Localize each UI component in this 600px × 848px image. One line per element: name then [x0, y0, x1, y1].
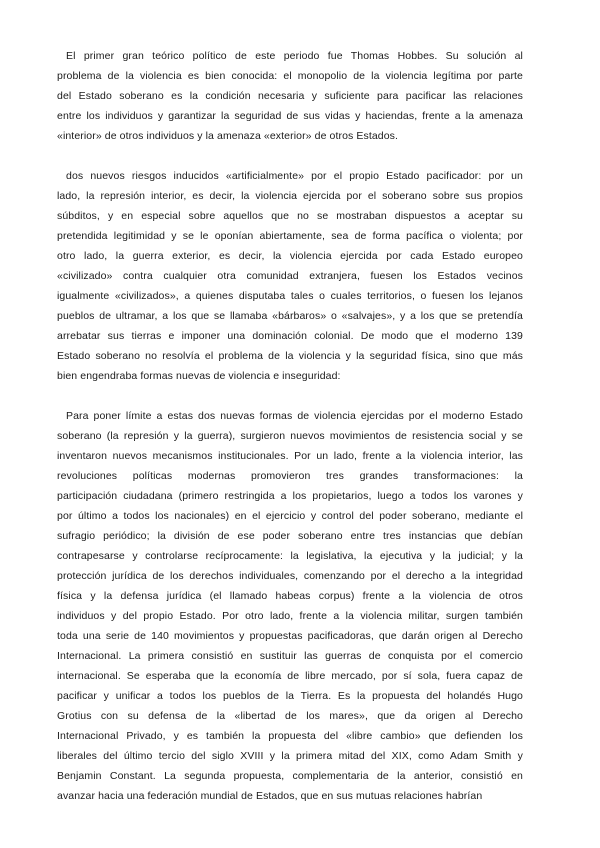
text-line: otro lado, la guerra exterior, es decir, la violencia ejercida por cada Estado europeo [57, 250, 523, 262]
text-line: problema de la violencia es bien conocida: el monopolio de la violencia legítima por parte [57, 70, 523, 82]
text-line: avanzar hacia una federación mundial de Estados, que en sus mutuas relaciones habrían [57, 790, 483, 802]
text-line: soberano (la represión y la guerra), surgieron nuevos movimientos de resistencia social y se [57, 430, 523, 442]
text-line: arrebatar sus tierras e imponer una dominación colonial. De modo que el moderno 139 [57, 330, 523, 342]
text-line: lado, la represión interior, es decir, la violencia ejercida por el soberano sobre sus propios [57, 190, 523, 202]
text-line: «interior» de otros individuos y la amenaza «exterior» de otros Estados. [57, 130, 399, 142]
text-line: protección jurídica de los derechos individuales, comenzando por el derecho a la integridad [57, 570, 523, 582]
text-line: liberales del último tercio del siglo XVIII y la primera mitad del XIX, como Adam Smith y [57, 750, 523, 762]
text-line: «civilizado» contra cualquier otra comunidad extranjera, fuesen los Estados vecinos [57, 270, 523, 282]
text-line: igualmente «civilizados», a quienes disputaba tales o cuales territorios, o fuesen los lejanos [57, 290, 523, 302]
text-line: inventaron nuevos mecanismos institucionales. Por un lado, frente a la violencia interior, las [57, 450, 523, 462]
text-line: Grotius con su defensa de la «libertad de los mares», que da origen al Derecho [57, 710, 523, 722]
text-line: pacificar y unificar a todos los pueblos de la Tierra. Es la propuesta del holandés Hugo [57, 690, 523, 702]
text-line: contrapesarse y controlarse recíprocamente: la legislativa, la ejecutiva y la judicial; y la [57, 550, 523, 562]
paragraph-1 [57, 46, 523, 146]
text-line: bien engendraba formas nuevas de violencia e inseguridad: [57, 370, 341, 382]
text-line: Internacional Privado, y es también la propuesta del «libre cambio» que defienden los [57, 730, 523, 742]
text-line: Estado soberano no resolvía el problema de la violencia y la seguridad física, sino que más [57, 350, 523, 362]
text-line: pueblos de ultramar, a los que se llamaba «bárbaros» o «salvajes», y a los que se pretendía [57, 310, 523, 322]
text-line: sufragio periódico; la división de ese poder soberano entre tres instancias que debían [57, 530, 523, 542]
text-line: por último a todos los nacionales) en el ejercicio y control del poder soberano, mediante el [57, 510, 523, 522]
text-line: Para poner límite a estas dos nuevas formas de violencia ejercidas por el moderno Estado [66, 410, 523, 422]
text-line: Benjamin Constant. La segunda propuesta, complementaria de la anterior, consistió en [57, 770, 523, 782]
text-line: Internacional. La primera consistió en sustituir las guerras de conquista por el comercio [57, 650, 523, 662]
text-line: revoluciones políticas modernas promovieron tres grandes transformaciones: la [57, 470, 523, 482]
text-line: súbditos, y en especial sobre aquellos que no se mostraban dispuestos a aceptar su [57, 210, 523, 222]
paragraph-3 [57, 406, 523, 806]
document-body [57, 46, 523, 826]
text-line: del Estado soberano es la condición necesaria y suficiente para pacificar las relaciones [57, 90, 523, 102]
text-line: toda una serie de 140 movimientos y propuestas pacificadoras, que darán origen al Derecho [57, 630, 523, 642]
text-line: entre los individuos y garantizar la seguridad de sus vidas y haciendas, frente a la amenaza [57, 110, 523, 122]
text-line: física y la defensa jurídica (el llamado habeas corpus) frente a la violencia de otros [57, 590, 523, 602]
text-line: El primer gran teórico político de este periodo fue Thomas Hobbes. Su solución al [66, 50, 523, 62]
text-line: internacional. Se esperaba que la economía de libre mercado, por sí sola, fuera capaz de [57, 670, 523, 682]
text-line: participación ciudadana (primero restringida a los propietarios, luego a todos los varones y [57, 490, 523, 502]
text-line: dos nuevos riesgos inducidos «artificialmente» por el propio Estado pacificador: por un [66, 170, 523, 182]
paragraph-2 [57, 166, 523, 386]
text-line: pretendida legitimidad y se le oponían abiertamente, sea de forma pacífica o violenta; por [57, 230, 523, 242]
text-line: individuos y del propio Estado. Por otro lado, frente a la violencia militar, surgen también [57, 610, 523, 622]
